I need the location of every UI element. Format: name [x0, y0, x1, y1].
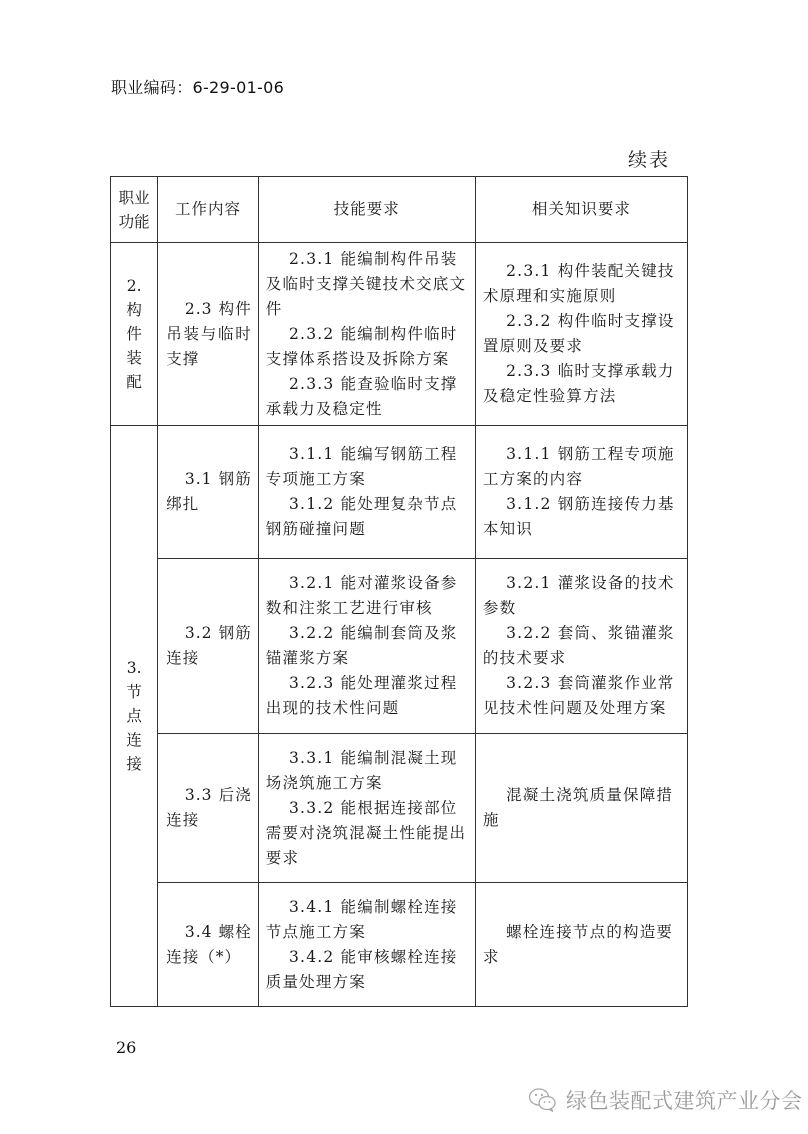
watermark: [528, 1085, 803, 1115]
function-cell: 2. 构 件 装 配: [111, 243, 158, 426]
skill-cell: 2.3.1 能编制构件吊装及临时支撑关键技术交底文件 2.3.2 能编制构件临时支撑体系搭设及拆除方案 2.3.3 能查验临时支撑承载力及稳定性: [258, 243, 475, 426]
function-cell: 3. 节 点 连 接: [111, 426, 158, 1007]
table-row: [111, 559, 688, 734]
wechat-icon: [528, 1087, 558, 1113]
knowledge-cell: 3.2.1 灌浆设备的技术参数 3.2.2 套筒、浆锚灌浆的技术要求 3.2.3 套筒灌浆作业常见技术性问题及处理方案: [475, 559, 687, 734]
work-content-cell: 3.3 后浇连接: [158, 734, 259, 883]
watermark-text: 绿色装配式建筑产业分会: [566, 1089, 803, 1113]
skill-cell: 3.4.1 能编制螺栓连接节点施工方案 3.4.2 能审核螺栓连接质量处理方案: [258, 883, 475, 1007]
continued-table-label: 续表: [628, 149, 671, 171]
column-header-function: 职业 功能: [111, 177, 158, 243]
table-row: [111, 426, 688, 559]
skill-cell: 3.3.1 能编制混凝土现场浇筑施工方案 3.3.2 能根据连接部位需要对浇筑混凝土性能提出要求: [258, 734, 475, 883]
table-header-row: [111, 177, 688, 243]
knowledge-cell: 3.1.1 钢筋工程专项施工方案的内容 3.1.2 钢筋连接传力基本知识: [475, 426, 687, 559]
table-row: [111, 734, 688, 883]
knowledge-cell: 螺栓连接节点的构造要求: [475, 883, 687, 1007]
column-header-knowledge-requirements: 相关知识要求: [475, 177, 687, 243]
work-content-cell: 3.4 螺栓连接（*）: [158, 883, 259, 1007]
occupation-code: 职业编码：6-29-01-06: [111, 78, 285, 97]
work-content-cell: 3.1 钢筋绑扎: [158, 426, 259, 559]
skill-cell: 3.1.1 能编写钢筋工程专项施工方案 3.1.2 能处理复杂节点钢筋碰撞问题: [258, 426, 475, 559]
work-content-cell: 2.3 构件吊装与临时支撑: [158, 243, 259, 426]
knowledge-cell: 2.3.1 构件装配关键技术原理和实施原则 2.3.2 构件临时支撑设置原则及要求 2.3.3 临时支撑承载力及稳定性验算方法: [475, 243, 687, 426]
column-header-work-content: 工作内容: [158, 177, 259, 243]
table-row: [111, 883, 688, 1007]
column-header-skill-requirements: 技能要求: [258, 177, 475, 243]
work-content-cell: 3.2 钢筋连接: [158, 559, 259, 734]
table-row: [111, 243, 688, 426]
skill-cell: 3.2.1 能对灌浆设备参数和注浆工艺进行审核 3.2.2 能编制套筒及浆锚灌浆方案 3.2.3 能处理灌浆过程出现的技术性问题: [258, 559, 475, 734]
occupation-skills-table: [110, 176, 688, 1007]
page-number: 26: [116, 1038, 137, 1057]
knowledge-cell: 混凝土浇筑质量保障措施: [475, 734, 687, 883]
